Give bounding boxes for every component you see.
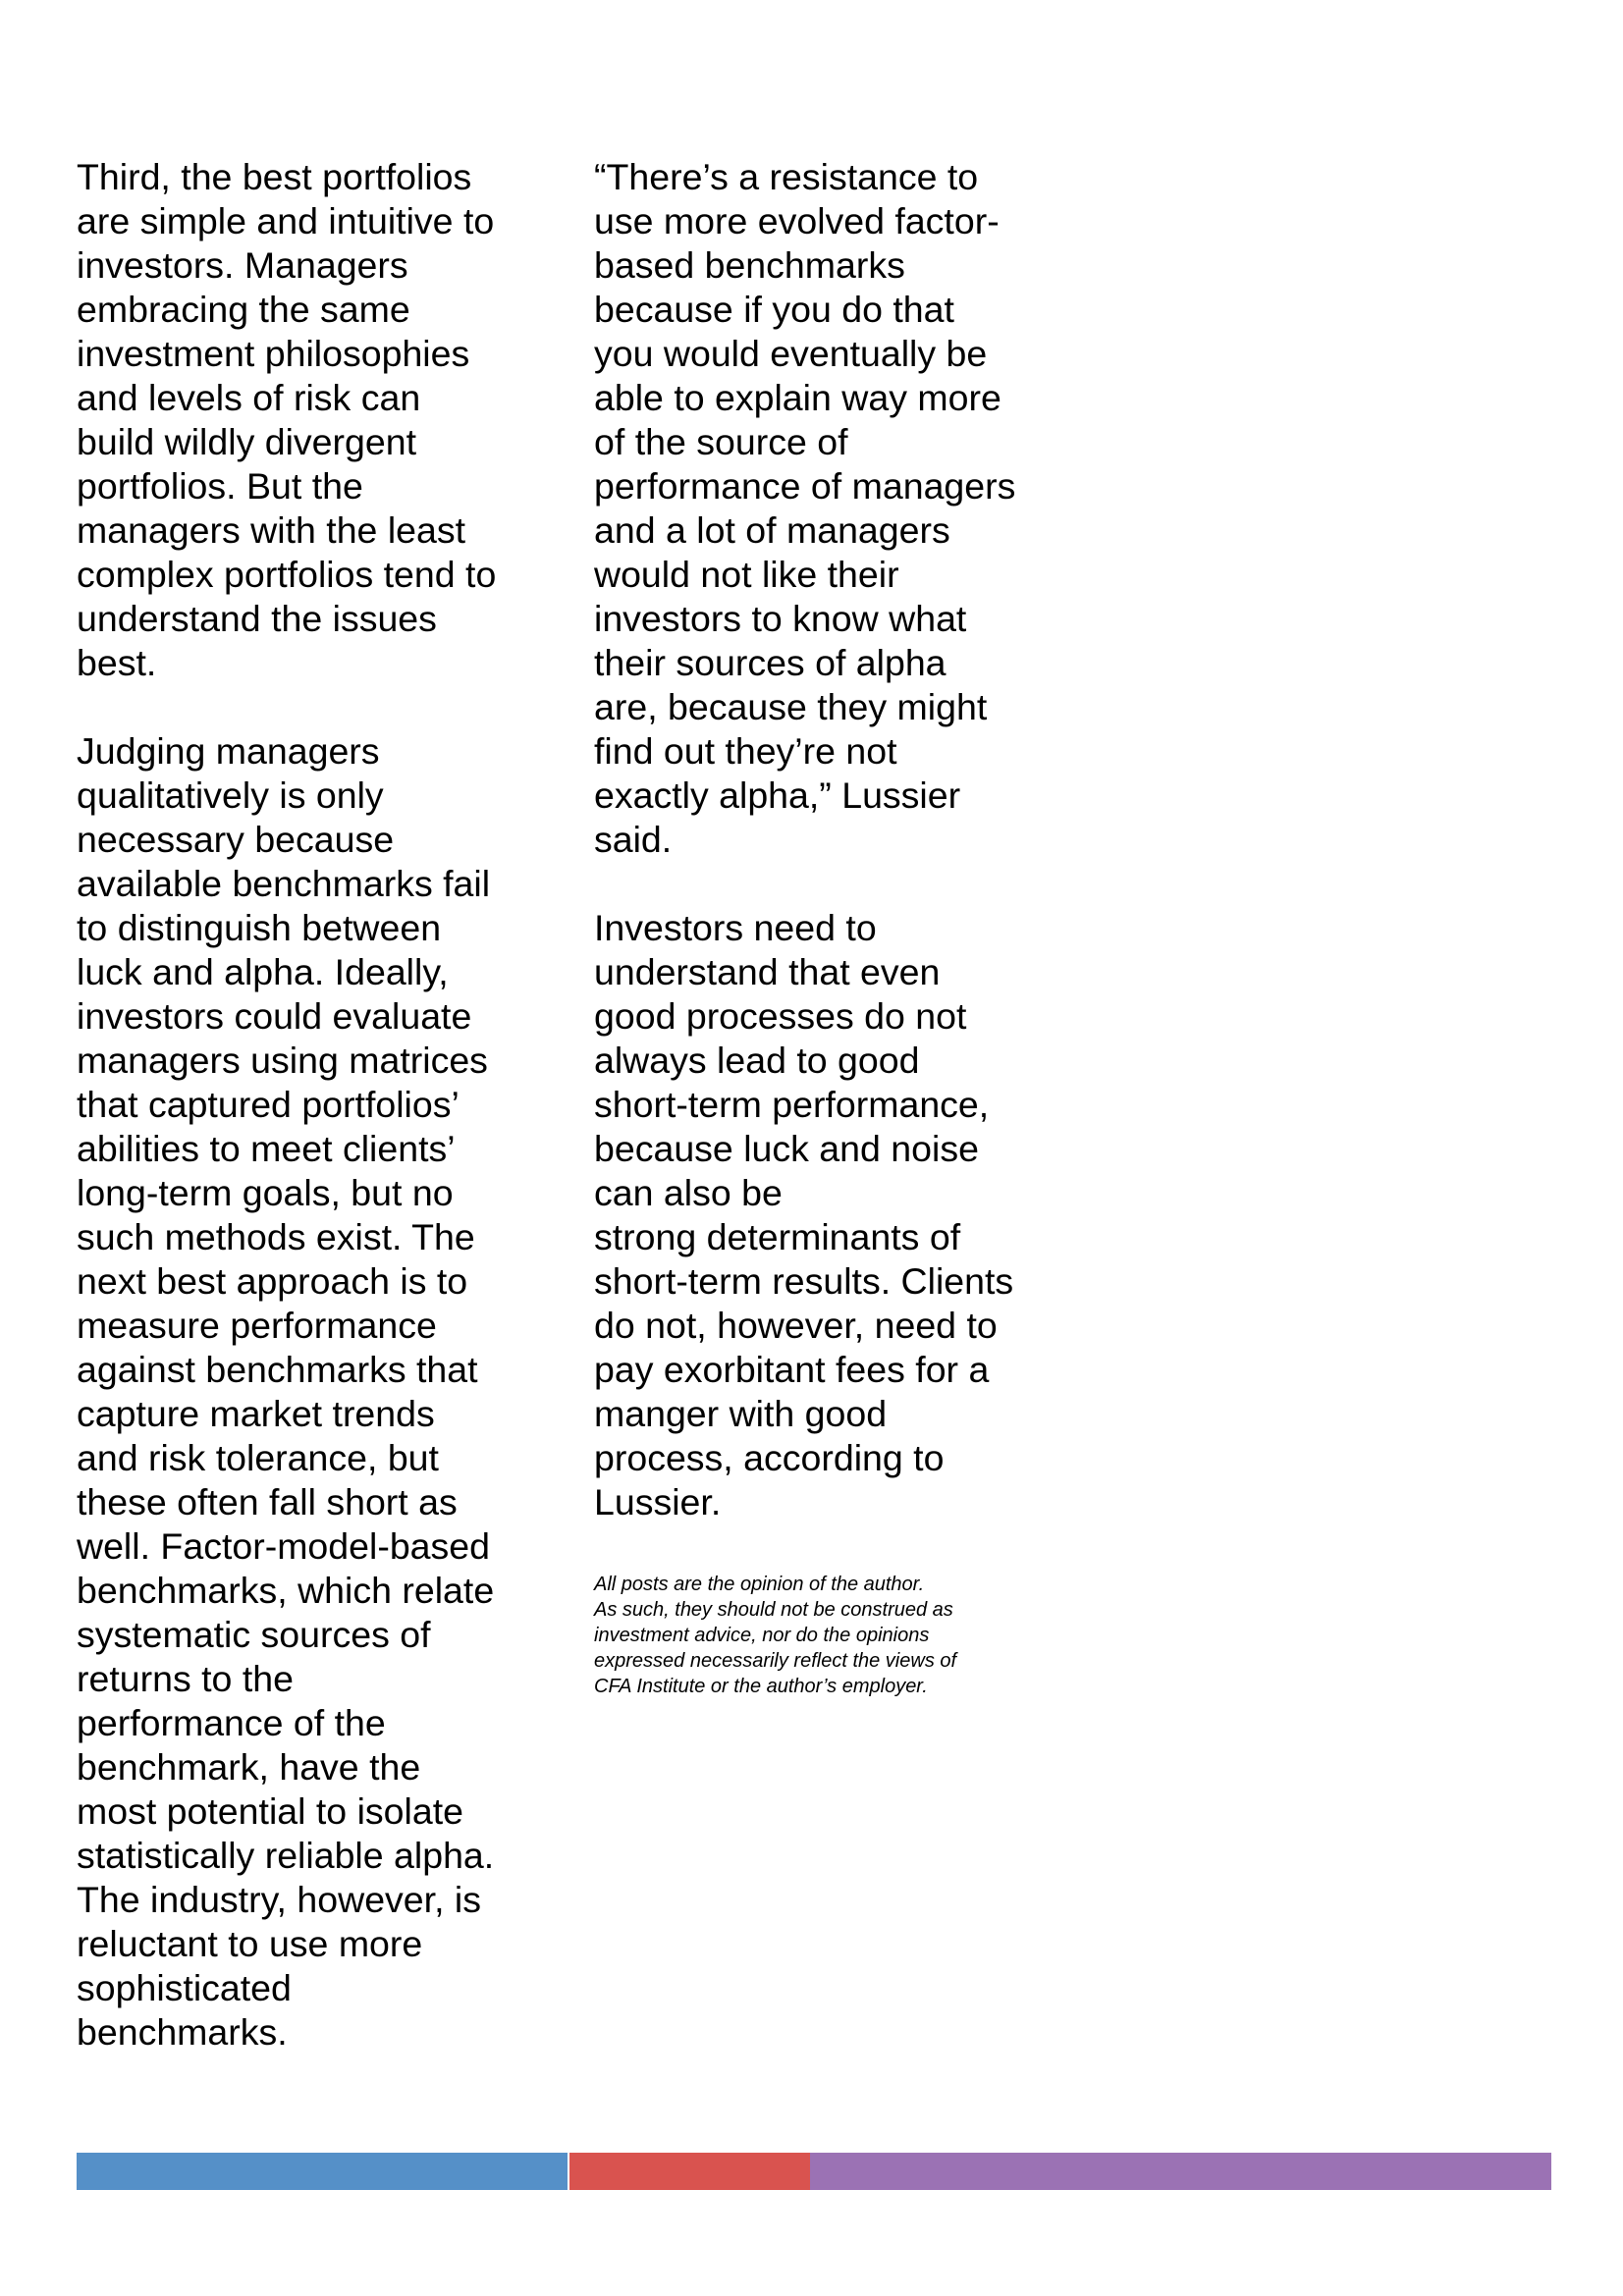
body-paragraph: Third, the best portfolios are simple and intuitive to investors. Managers embracing the same investment philosophies and levels of risk can build wildly divergent portfolios. But the managers with the least complex portfolios tend to understand the issues best. [77, 156, 497, 683]
footer-color-bar [77, 2153, 1551, 2190]
footer-bar-purple-segment [810, 2153, 1551, 2190]
left-column [77, 155, 538, 2055]
right-column [594, 155, 1055, 1699]
disclaimer: All posts are the opinion of the author. As such, they should not be construed as investment advice, nor do the opinions expressed necessarily reflect the views of CFA Institute or the author’s employer. [594, 1574, 957, 1697]
footer-bar-red-segment [569, 2153, 810, 2190]
body-paragraph: Investors need to understand that even good processes do not always lead to good short-term performance, because luck and noise can also be strong determinants of short-term results. Clients do not, however, need to pay exorbitant fees for a manger with good process, according to Lussier. [594, 907, 1014, 1522]
quote-paragraph: “There’s a resistance to use more evolved factor- based benchmarks because if you do that you would eventually be able to explain way more of the source of performance of managers and a lot of managers would not like their investors to know what their sources of alpha are, because they might find out they’re not exactly alpha,” Lussier said. [594, 156, 1016, 860]
footer-bar-blue-segment [77, 2153, 568, 2190]
body-paragraph: Judging managers qualitatively is only necessary because available benchmarks fail to distinguish between luck and alpha. Ideally, investors could evaluate managers using matrices that captured portfolios’ abilities to meet clients’ long-term goals, but no such methods exist. The next best approach is to measure performance against benchmarks that capture market trends and risk tolerance, but these often fall short as well. Factor-model-based benchmarks, which relate systematic sources of returns to the performance of the benchmark, have the most potential to isolate statistically reliable alpha. The industry, however, is reluctant to use more sophisticated benchmarks. [77, 730, 495, 2053]
